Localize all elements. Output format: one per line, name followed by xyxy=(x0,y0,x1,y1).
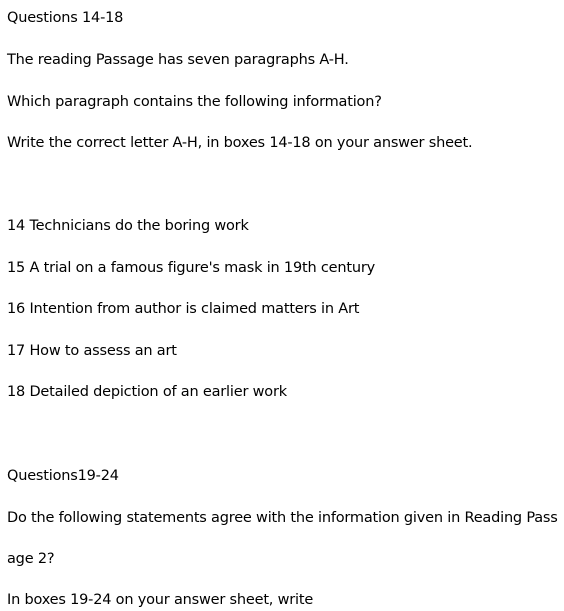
instruction-line: age 2? xyxy=(7,551,55,567)
section1-heading: Questions 14-18 xyxy=(7,10,124,26)
instruction-line: Which paragraph contains the following information? xyxy=(7,94,382,110)
instruction-line: Write the correct letter A-H, in boxes 14-18 on your answer sheet. xyxy=(7,135,473,151)
question-item: 15 A trial on a famous figure's mask in 19th century xyxy=(7,260,375,276)
question-item: 16 Intention from author is claimed matters in Art xyxy=(7,301,360,317)
question-item: 14 Technicians do the boring work xyxy=(7,218,249,234)
question-item: 18 Detailed depiction of an earlier work xyxy=(7,384,287,400)
instruction-line: The reading Passage has seven paragraphs A-H. xyxy=(7,52,349,68)
section2-heading: Questions19-24 xyxy=(7,468,119,484)
instruction-line: In boxes 19-24 on your answer sheet, write xyxy=(7,592,314,608)
instruction-line: Do the following statements agree with the information given in Reading Pass xyxy=(7,510,558,526)
question-item: 17 How to assess an art xyxy=(7,343,177,359)
